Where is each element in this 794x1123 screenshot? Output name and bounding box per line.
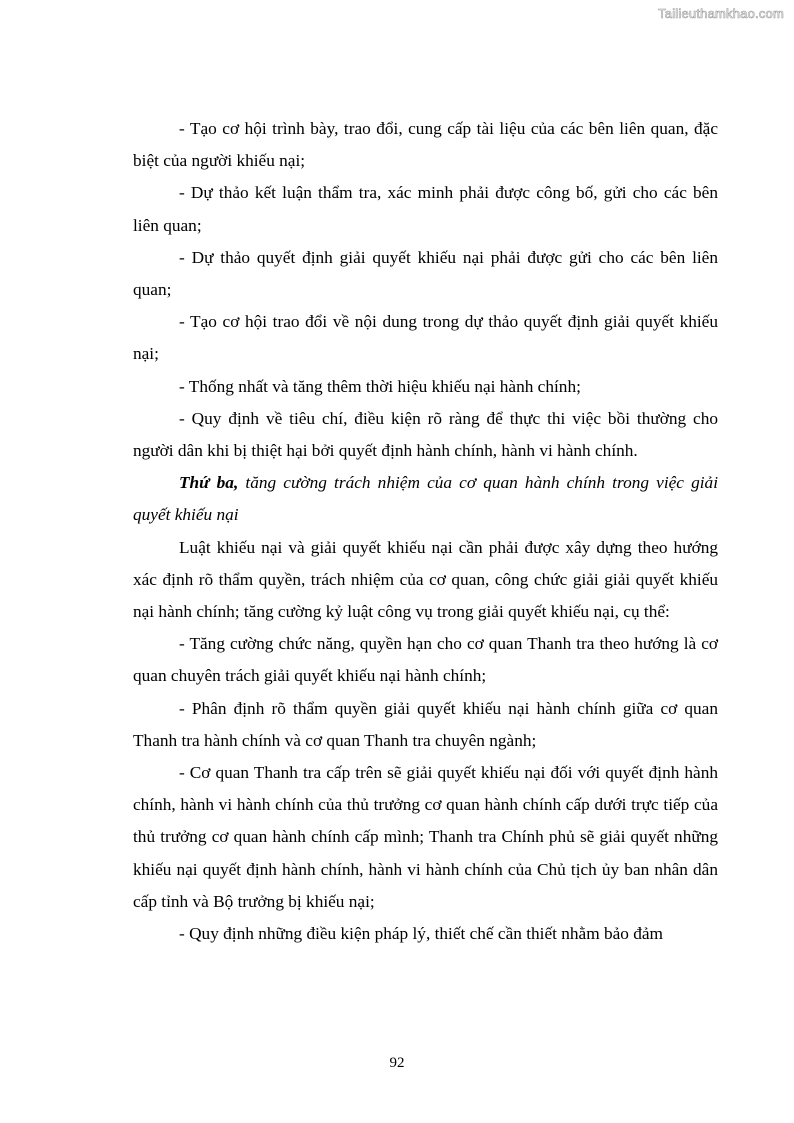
document-body <box>133 113 718 950</box>
paragraph-9: - Phân định rõ thẩm quyền giải quyết khiếu nại hành chính giữa cơ quan Thanh tra hành chính và cơ quan Thanh tra chuyên ngành; <box>133 698 718 750</box>
paragraph-5: - Thống nhất và tăng thêm thời hiệu khiếu nại hành chính; <box>179 376 581 396</box>
paragraph-2: - Dự thảo kết luận thẩm tra, xác minh phải được công bố, gửi cho các bên liên quan; <box>133 183 718 235</box>
paragraph-7: Luật khiếu nại và giải quyết khiếu nại cần phải được xây dựng theo hướng xác định rõ thẩm quyền, trách nhiệm của cơ quan, công chức giải giải quyết khiếu nại hành chính; tăng cường kỷ luật công vụ trong giải quyết khiếu nại, cụ thể: <box>133 537 718 622</box>
paragraph-8: - Tăng cường chức năng, quyền hạn cho cơ quan Thanh tra theo hướng là cơ quan chuyên trách giải quyết khiếu nại hành chính; <box>133 634 718 686</box>
section-heading <box>133 467 718 531</box>
paragraph-4: - Tạo cơ hội trao đổi về nội dung trong dự thảo quyết định giải quyết khiếu nại; <box>133 312 718 364</box>
section-heading-bold: Thứ ba, <box>179 473 239 493</box>
paragraph-11: - Quy định những điều kiện pháp lý, thiết chế cần thiết nhằm bảo đảm <box>179 924 664 944</box>
paragraph-10: - Cơ quan Thanh tra cấp trên sẽ giải quyết khiếu nại đối với quyết định hành chính, hành vi hành chính của thủ trưởng cơ quan hành chính cấp dưới trực tiếp của thủ trưởng cơ quan hành chính cấp mình; Thanh tra Chính phủ sẽ giải quyết những khiếu nại quyết định hành chính, hành vi hành chính của Chủ tịch ủy ban nhân dân cấp tỉnh và Bộ trưởng bị khiếu nại; <box>133 763 718 911</box>
paragraph-6: - Quy định về tiêu chí, điều kiện rõ ràng để thực thi việc bồi thường cho người dân khi bị thiệt hại bởi quyết định hành chính, hành vi hành chính. <box>133 408 718 461</box>
section-heading-italic: tăng cường trách nhiệm của cơ quan hành chính trong việc giải quyết khiếu nại <box>133 473 718 525</box>
paragraph-1: - Tạo cơ hội trình bày, trao đổi, cung cấp tài liệu của các bên liên quan, đặc biệt của người khiếu nại; <box>133 119 718 171</box>
page-number: 92 <box>389 1055 405 1071</box>
paragraph-3: - Dự thảo quyết định giải quyết khiếu nại phải được gửi cho các bên liên quan; <box>133 247 718 300</box>
watermark-text: Tailieuthamkhao.com <box>658 6 784 21</box>
